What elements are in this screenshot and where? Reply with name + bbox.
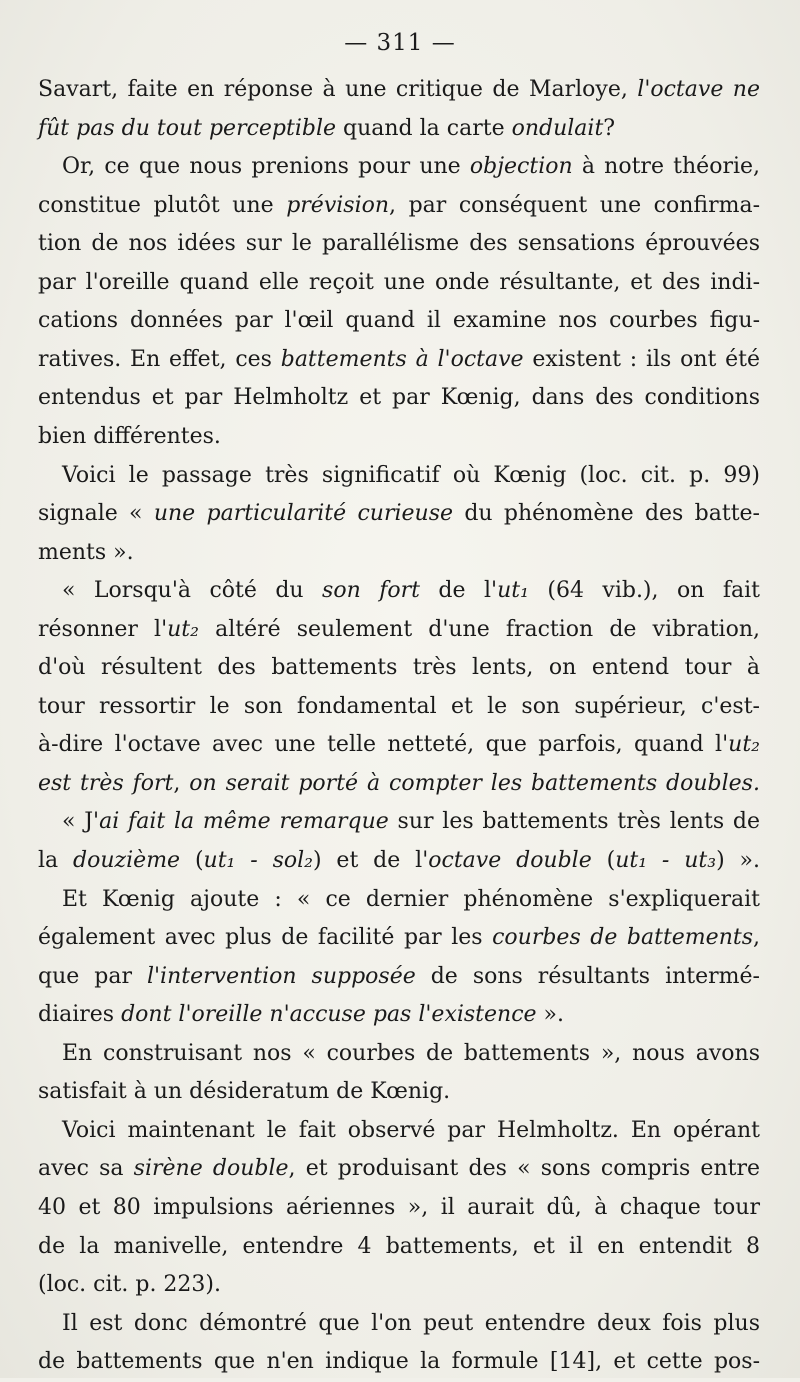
text-line bbox=[38, 1265, 760, 1305]
text-segment: résonner l' bbox=[38, 616, 168, 642]
text-segment: (64 vib.), on fait bbox=[528, 578, 760, 604]
text-segment: d'où résultent des battements très lents, on entend tour à bbox=[38, 655, 760, 681]
italic-text: ut₂ bbox=[728, 732, 760, 758]
text-line bbox=[38, 378, 760, 418]
text-line bbox=[38, 456, 760, 496]
text-segment: du phénomène des batte- bbox=[453, 501, 760, 527]
text-segment: bien différentes. bbox=[38, 423, 221, 449]
italic-text: l'octave ne bbox=[637, 77, 760, 102]
text-segment: « J' bbox=[62, 809, 100, 835]
text-segment: par l'oreille quand elle reçoit une onde résultante, et des indi- bbox=[38, 269, 760, 295]
text-segment: ( bbox=[180, 848, 204, 873]
text-line bbox=[38, 918, 760, 958]
italic-text: courbes de battements bbox=[492, 925, 753, 951]
text-segment: tour ressortir le son fondamental et le son supérieur, c'est- bbox=[38, 693, 760, 719]
text-segment: tion de nos idées sur le parallélisme des sensations éprouvées bbox=[38, 231, 760, 257]
text-segment: , et produisant des « sons compris entre bbox=[288, 1156, 761, 1182]
italic-text: une particularité curieuse bbox=[153, 501, 454, 527]
text-segment: diaires bbox=[38, 1002, 122, 1028]
text-line bbox=[38, 648, 760, 688]
text-line bbox=[38, 610, 760, 650]
text-line bbox=[38, 263, 760, 303]
text-segment: avec sa bbox=[38, 1156, 134, 1182]
text-line bbox=[38, 1111, 760, 1151]
text-line bbox=[38, 109, 760, 149]
text-line bbox=[38, 1227, 760, 1267]
text-segment: quand la carte bbox=[336, 115, 512, 141]
text-line bbox=[38, 533, 760, 573]
text-line bbox=[38, 1149, 760, 1189]
text-segment: Voici le passage très significatif où Kœnig (loc. cit. p. 99) bbox=[62, 462, 760, 488]
text-line bbox=[38, 147, 760, 187]
text-segment: constitue plutôt une bbox=[38, 192, 287, 218]
text-segment: Or, ce que nous prenions pour une bbox=[62, 154, 470, 180]
italic-text: on serait porté à compter les battements doubles. bbox=[189, 770, 760, 796]
text-line bbox=[38, 1034, 760, 1074]
italic-text: douzième bbox=[73, 848, 181, 873]
italic-text: son fort bbox=[322, 578, 420, 604]
italic-text: ut₂ bbox=[167, 616, 199, 642]
text-segment: 40 et 80 impulsions aériennes », il aurait dû, à chaque tour bbox=[38, 1194, 760, 1220]
italic-text: ut₁ bbox=[497, 578, 529, 604]
text-line bbox=[38, 70, 760, 110]
italic-text: dont l'oreille n'accuse pas l'existence bbox=[121, 1002, 537, 1028]
text-segment: , bbox=[173, 770, 190, 796]
text-segment: (loc. cit. p. 223). bbox=[38, 1272, 221, 1298]
text-segment: Et Kœnig ajoute : « ce dernier phénomène s'expliquerait bbox=[62, 886, 760, 912]
text-line bbox=[38, 1342, 760, 1382]
italic-text: ut₁ - ut₃ bbox=[615, 848, 717, 873]
text-segment: Savart, faite en réponse à une critique de Marloye, bbox=[38, 77, 638, 102]
text-segment: la bbox=[38, 848, 74, 873]
text-segment: cations données par l'œil quand il examine nos courbes figu- bbox=[38, 308, 760, 334]
text-line bbox=[38, 571, 760, 611]
text-line bbox=[38, 764, 760, 804]
text-line bbox=[38, 340, 760, 380]
text-line bbox=[38, 995, 760, 1035]
italic-text: battements à l'octave bbox=[280, 346, 524, 372]
text-segment: ? bbox=[603, 115, 616, 141]
text-line bbox=[38, 301, 760, 341]
text-segment: ratives. En effet, ces bbox=[38, 346, 281, 372]
text-line bbox=[38, 224, 760, 264]
text-line bbox=[38, 957, 760, 997]
text-segment: de sons résultants intermé- bbox=[415, 963, 760, 989]
italic-text: ondulait bbox=[511, 115, 604, 141]
text-segment: Il est donc démontré que l'on peut entendre deux fois plus bbox=[62, 1310, 760, 1336]
page-number: — 311 — bbox=[344, 30, 456, 56]
text-segment: ( bbox=[591, 848, 616, 873]
text-segment: sur les battements très lents de bbox=[388, 809, 760, 835]
text-line bbox=[38, 1188, 760, 1228]
italic-text: l'intervention supposée bbox=[146, 963, 416, 989]
text-segment: , bbox=[753, 925, 760, 951]
italic-text: prévision bbox=[286, 192, 390, 218]
text-line bbox=[38, 494, 760, 534]
text-line bbox=[38, 417, 760, 457]
text-line bbox=[38, 880, 760, 920]
text-segment: ) et de l' bbox=[312, 848, 429, 873]
italic-text: sirène double bbox=[133, 1156, 289, 1182]
text-segment: à notre théorie, bbox=[572, 154, 761, 180]
italic-text: est très fort bbox=[38, 770, 174, 796]
text-line bbox=[38, 1072, 760, 1112]
text-segment: ». bbox=[536, 1002, 565, 1028]
text-line bbox=[38, 802, 760, 842]
text-segment: En construisant nos « courbes de battements », nous avons bbox=[62, 1040, 760, 1066]
text-segment: entendus et par Helmholtz et par Kœnig, dans des conditions bbox=[38, 385, 760, 411]
text-segment: à-dire l'octave avec une telle netteté, que parfois, quand l' bbox=[38, 732, 729, 758]
text-segment: , par conséquent une confirma- bbox=[389, 192, 761, 218]
text-line bbox=[38, 1304, 760, 1344]
text-segment: Voici maintenant le fait observé par Helmholtz. En opérant bbox=[62, 1117, 760, 1143]
text-line bbox=[38, 841, 760, 881]
text-line bbox=[38, 687, 760, 727]
text-segment: signale « bbox=[38, 501, 154, 527]
italic-text: fût pas du tout perceptible bbox=[38, 115, 337, 141]
text-segment: ) ». bbox=[716, 848, 760, 873]
text-segment: satisfait à un désideratum de Kœnig. bbox=[38, 1079, 451, 1105]
italic-text: ut₁ - sol₂ bbox=[203, 848, 313, 873]
italic-text: objection bbox=[469, 154, 573, 180]
text-segment: ments ». bbox=[38, 539, 134, 565]
text-line bbox=[38, 186, 760, 226]
text-line bbox=[38, 725, 760, 765]
text-segment: « Lorsqu'à côté du bbox=[62, 578, 323, 604]
text-segment: de la manivelle, entendre 4 battements, et il en entendit 8 bbox=[38, 1233, 760, 1259]
text-segment: de l' bbox=[419, 578, 498, 604]
text-segment: existent : ils ont été bbox=[523, 346, 761, 372]
text-segment: altéré seulement d'une fraction de vibration, bbox=[198, 616, 760, 642]
text-segment: que par bbox=[38, 963, 147, 989]
text-segment: de battements que n'en indique la formule [14], et cette pos- bbox=[38, 1349, 760, 1375]
italic-text: ai fait la même remarque bbox=[99, 809, 389, 835]
text-segment: également avec plus de facilité par les bbox=[38, 925, 493, 951]
italic-text: octave double bbox=[428, 848, 592, 873]
